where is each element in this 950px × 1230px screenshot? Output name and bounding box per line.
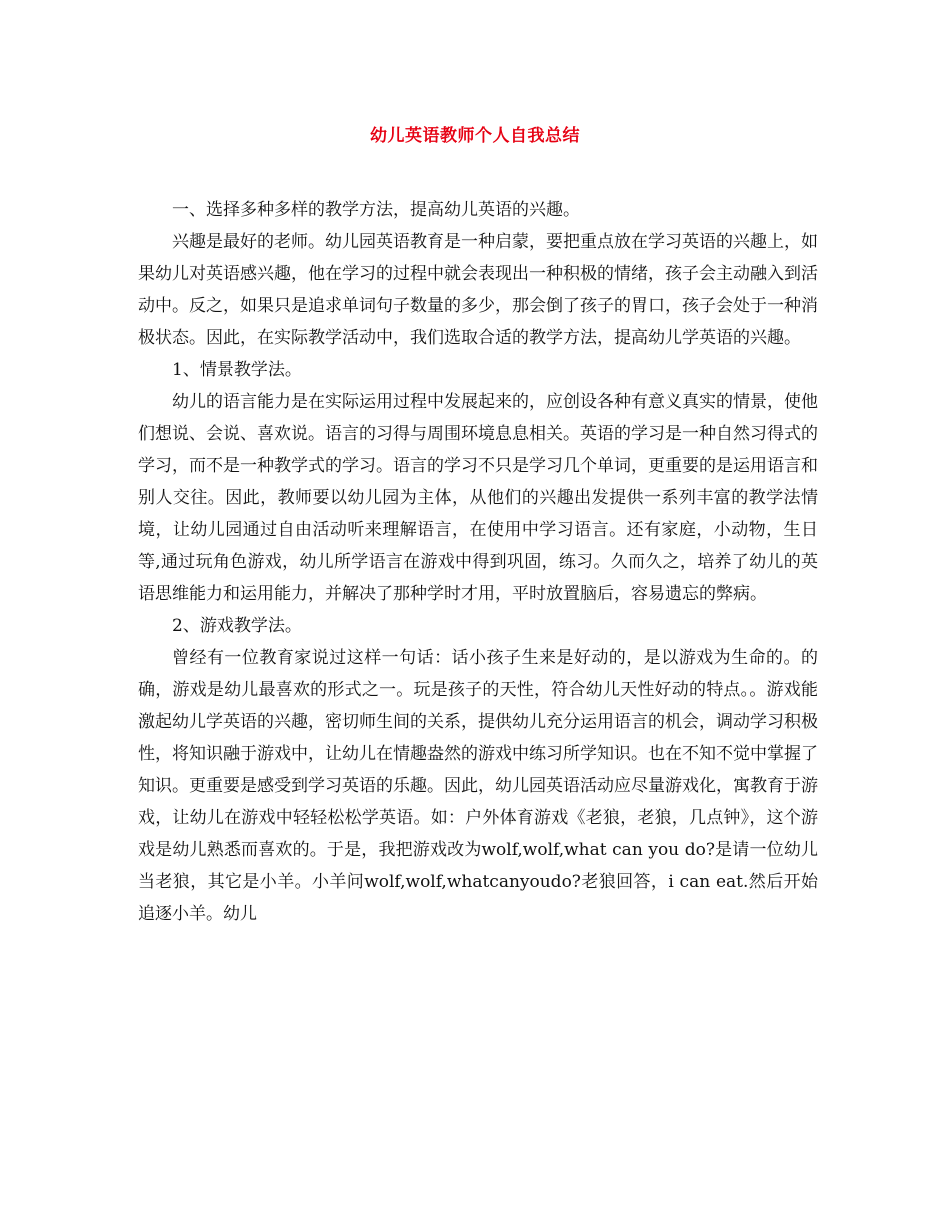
document-body: [138, 194, 818, 930]
document-title: 幼儿英语教师个人自我总结: [370, 126, 580, 146]
section-heading-1: 一、选择多种多样的教学方法，提高幼儿英语的兴趣。: [172, 200, 580, 220]
subheading-scenario-method: 1、情景教学法。: [172, 360, 302, 380]
paragraph-scenario-method: 幼儿的语言能力是在实际运用过程中发展起来的，应创设各种有意义真实的情景，使他们想说、会说、喜欢说。语言的习得与周围环境息息相关。英语的学习是一种自然习得式的学习，而不是一种教学式的学习。语言的学习不只是学习几个单词，更重要的是运用语言和别人交往。因此，教师要以幼儿园为主体，从他们的兴趣出发提供一系列丰富的教学法情境，让幼儿园通过自由活动听来理解语言，在使用中学习语言。还有家庭，小动物，生日等,通过玩角色游戏，幼儿所学语言在游戏中得到巩固，练习。久而久之，培养了幼儿的英语思维能力和运用能力，并解决了那种学时才用，平时放置脑后，容易遗忘的弊病。: [138, 392, 818, 604]
paragraph-game-method: 曾经有一位教育家说过这样一句话：话小孩子生来是好动的，是以游戏为生命的。的确，游戏是幼儿最喜欢的形式之一。玩是孩子的天性，符合幼儿天性好动的特点。。游戏能激起幼儿学英语的兴趣，密切师生间的关系，提供幼儿充分运用语言的机会，调动学习积极性，将知识融于游戏中，让幼儿在情趣盎然的游戏中练习所学知识。也在不知不觉中掌握了知识。更重要是感受到学习英语的乐趣。因此，幼儿园英语活动应尽量游戏化，寓教育于游戏，让幼儿在游戏中轻轻松松学英语。如：户外体育游戏《老狼，老狼，几点钟》，这个游戏是幼儿熟悉而喜欢的。于是，我把游戏改为wolf,wolf,what can you do?是请一位幼儿当老狼，其它是小羊。小羊问wolf,wolf,whatcanyoudo?老狼回答，i can eat.然后开始追逐小羊。幼儿: [138, 648, 818, 924]
paragraph-interest: 兴趣是最好的老师。幼儿园英语教育是一种启蒙，要把重点放在学习英语的兴趣上，如果幼儿对英语感兴趣，他在学习的过程中就会表现出一种积极的情绪，孩子会主动融入到活动中。反之，如果只是追求单词句子数量的多少，那会倒了孩子的胃口，孩子会处于一种消极状态。因此，在实际教学活动中，我们选取合适的教学方法，提高幼儿学英语的兴趣。: [138, 232, 818, 348]
subheading-game-method: 2、游戏教学法。: [172, 616, 302, 636]
